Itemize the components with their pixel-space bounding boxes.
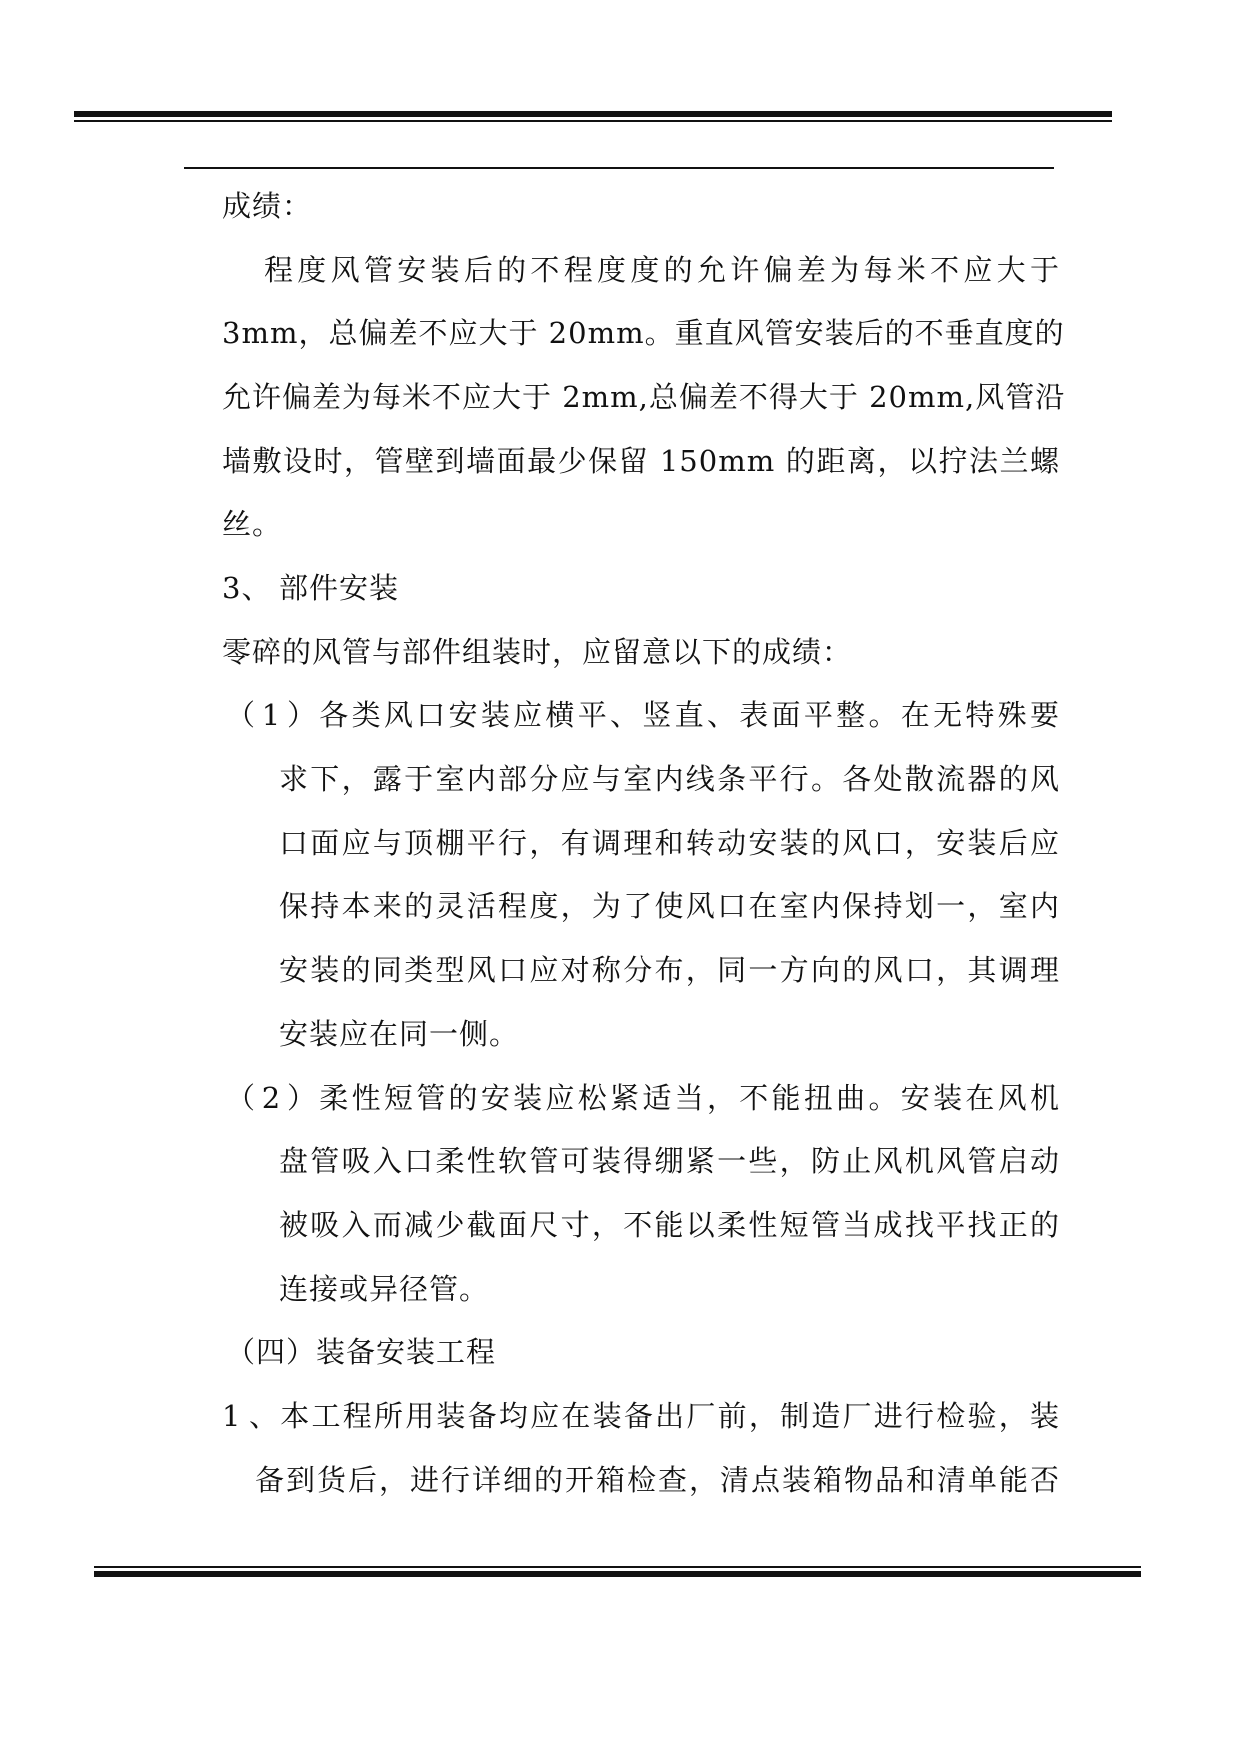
text-line-5: 墙敷设时，管壁到墙面最少保留 150mm 的距离，以拧法兰螺 — [222, 444, 1060, 478]
list-item-sub-1 — [222, 1396, 1060, 1436]
section-number: 3、 — [222, 571, 272, 605]
text-line-6: 丝。 — [222, 507, 283, 541]
list-item-2-line-3: 被吸入而减少截面尺寸，不能以柔性短管当成找平找正的 — [279, 1208, 1060, 1242]
list-item-1 — [226, 695, 1060, 735]
section-heading-3 — [222, 568, 399, 608]
text-line-1: 成绩： — [222, 189, 313, 223]
list-item-1-line-3: 口面应与顶棚平行，有调理和转动安装的风口，安装后应 — [279, 826, 1060, 860]
list-item-1-line-4: 保持本来的灵活程度，为了使风口在室内保持划一，室内 — [279, 889, 1060, 923]
header-rule-thin — [74, 120, 1112, 122]
list-item-2-line-4: 连接或异径管。 — [279, 1272, 490, 1306]
list-item-sub-1-line-2: 备到货后，进行详细的开箱检查，清点装箱物品和清单能否 — [255, 1463, 1060, 1497]
footer-rule-thick — [94, 1571, 1141, 1577]
sub-number-1: 1、 — [222, 1399, 279, 1433]
footer-rule-thin — [94, 1566, 1141, 1568]
list-item-1-line-2: 求下，露于室内部分应与室内线条平行。各处散流器的风 — [279, 762, 1060, 796]
item-text-2: 柔性短管的安装应松紧适当，不能扭曲。安装在风机 — [317, 1081, 1060, 1115]
text-line-2: 程度风管安装后的不程度度的允许偏差为每米不应大于 — [264, 253, 1060, 287]
header-rule-inner — [184, 167, 1054, 169]
item-text-1: 各类风口安装应横平、竖直、表面平整。在无特殊要 — [317, 698, 1060, 732]
item-number-2: （2） — [226, 1081, 317, 1115]
list-item-2 — [226, 1078, 1060, 1118]
list-item-1-line-6: 安装应在同一侧。 — [279, 1017, 520, 1051]
header-rule-thick — [74, 111, 1112, 117]
item-number-1: （1） — [226, 698, 317, 732]
text-line-4: 允许偏差为每米不应大于 2mm,总偏差不得大于 20mm,风管沿 — [222, 380, 1066, 414]
section-title: 部件安装 — [279, 571, 400, 605]
list-item-2-line-2: 盘管吸入口柔性软管可装得绷紧一些，防止风机风管启动 — [279, 1144, 1060, 1178]
section-heading-4: （四）装备安装工程 — [226, 1335, 497, 1369]
text-line-3: 3mm，总偏差不应大于 20mm。重直风管安装后的不垂直度的 — [222, 316, 1065, 350]
sub-text-1: 本工程所用装备均应在装备出厂前，制造厂进行检验，装 — [279, 1399, 1060, 1433]
list-item-1-line-5: 安装的同类型风口应对称分布，同一方向的风口，其调理 — [279, 953, 1060, 987]
text-line-8: 零碎的风管与部件组装时，应留意以下的成绩： — [222, 635, 853, 669]
